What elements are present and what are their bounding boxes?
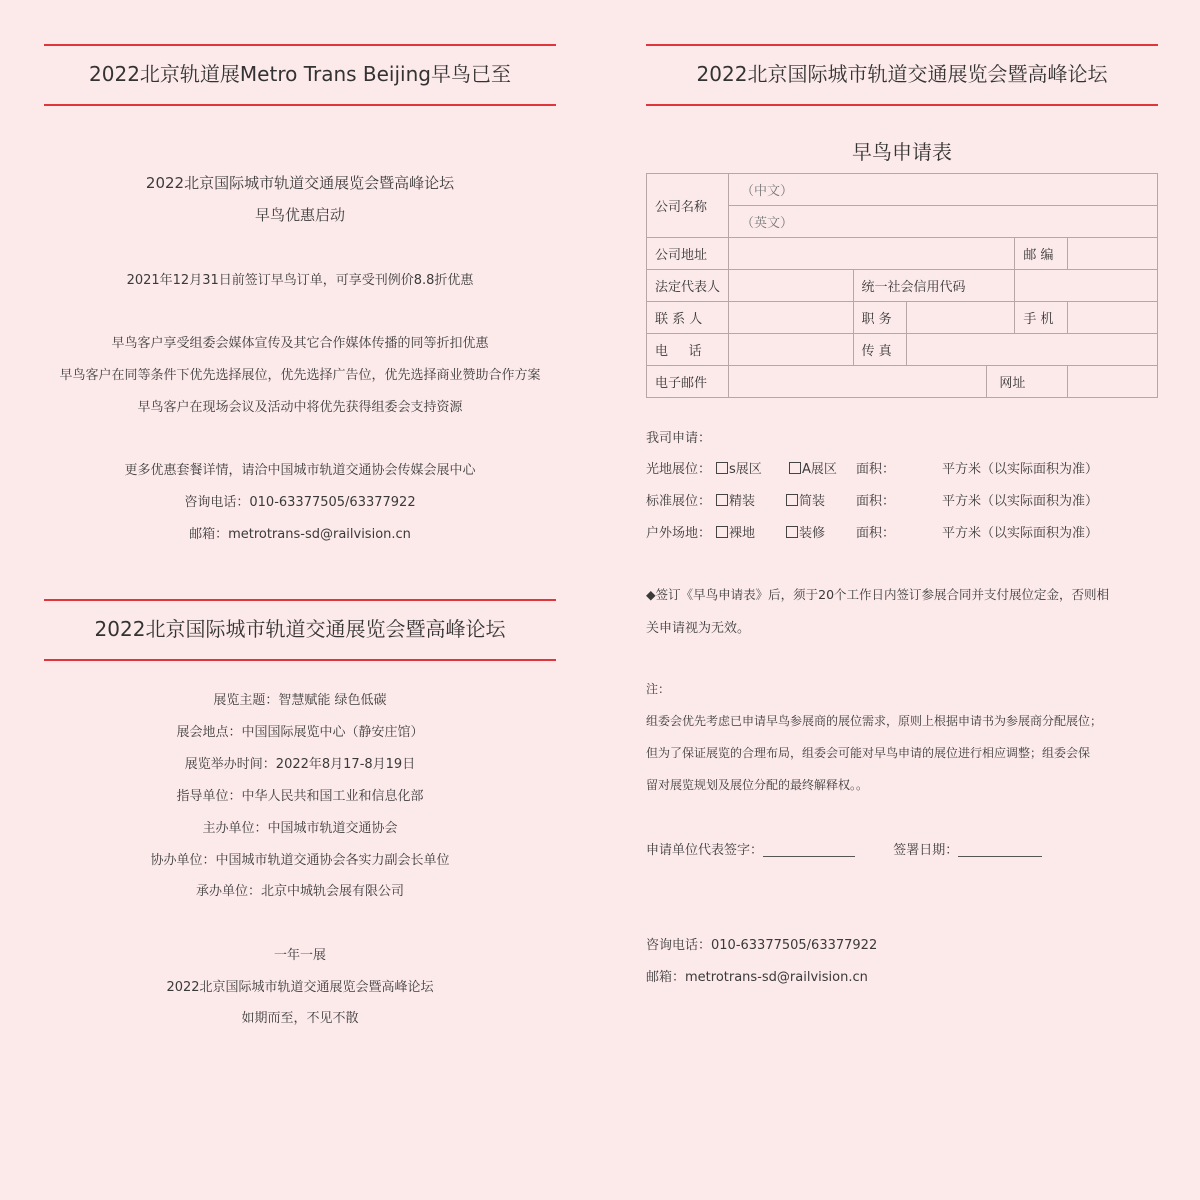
signature-label: 申请单位代表签字：: [646, 843, 764, 858]
date-field[interactable]: [958, 842, 1042, 857]
email-field[interactable]: [729, 366, 987, 398]
option-label: 精装: [729, 494, 756, 509]
detail-co-host: 协办单位：中国城市轨道交通协会各实力副会长单位: [150, 853, 450, 868]
label-phone: 电 话: [647, 334, 729, 366]
label-company-name: 公司名称: [647, 174, 729, 238]
option-label: 装修: [799, 526, 826, 541]
application-form: [646, 173, 1158, 398]
label-contact-person: 联 系 人: [647, 302, 729, 334]
credit-code-field[interactable]: [1015, 270, 1158, 302]
area-label: 面积：: [856, 526, 896, 541]
form-title: 早鸟申请表: [852, 140, 952, 164]
label-email: 电子邮件: [647, 366, 729, 398]
option-checkbox[interactable]: [786, 522, 825, 541]
intro-line-2: 早鸟优惠启动: [254, 206, 345, 224]
position-field[interactable]: [906, 302, 1015, 334]
closing-line: 2022北京国际城市轨道交通展览会暨高峰论坛: [166, 980, 434, 995]
red-rule: [44, 659, 556, 661]
legal-rep-field[interactable]: [729, 270, 854, 302]
red-rule: [44, 104, 556, 106]
date-label: 签署日期：: [893, 843, 959, 858]
checkbox-icon: [716, 462, 728, 474]
closing-line: 一年一展: [273, 948, 326, 963]
red-rule: [44, 44, 556, 46]
checkbox-icon: [789, 462, 801, 474]
checkbox-icon: [716, 494, 728, 506]
benefit-item: 早鸟客户享受组委会媒体宣传及其它合作媒体传播的同等折扣优惠: [111, 336, 489, 351]
option-checkbox[interactable]: [716, 458, 762, 477]
label-fax: 传 真: [853, 334, 906, 366]
label-position: 职 务: [853, 302, 906, 334]
notice-text: ◆签订《早鸟申请表》后，须于20个工作日内签订参展合同并支付展位定金，否则相: [646, 587, 1110, 602]
area-label: 面积：: [856, 494, 896, 509]
company-name-en-field[interactable]: （英文）: [729, 206, 1158, 238]
contact-person-field[interactable]: [729, 302, 854, 334]
detail-venue: 展会地点：中国国际展览中心（静安庄馆）: [176, 725, 424, 740]
fax-field[interactable]: [906, 334, 1157, 366]
option-checkbox[interactable]: [716, 522, 755, 541]
checkbox-icon: [786, 526, 798, 538]
notice-text: 关申请视为无效。: [646, 621, 751, 636]
contact-phone: 咨询电话：010-63377505/63377922: [646, 938, 878, 953]
note-line: 留对展览规划及展位分配的最终解释权。。: [646, 778, 869, 792]
phone-field[interactable]: [729, 334, 854, 366]
address-field[interactable]: [729, 238, 1015, 270]
option-type: 户外场地：: [646, 526, 712, 541]
note-line: 但为了保证展览的合理布局，组委会可能对早鸟申请的展位进行相应调整；组委会保: [646, 746, 1091, 760]
area-label: 面积：: [856, 462, 896, 477]
company-name-cn-field[interactable]: （中文）: [729, 174, 1158, 206]
label-address: 公司地址: [647, 238, 729, 270]
intro-line-1: 2022北京国际城市轨道交通展览会暨高峰论坛: [145, 174, 455, 192]
signature-field[interactable]: [763, 842, 855, 857]
benefit-item: 早鸟客户在现场会议及活动中将优先获得组委会支持资源: [137, 400, 463, 415]
option-checkbox[interactable]: [786, 490, 825, 509]
option-type: 光地展位：: [646, 462, 712, 477]
banner-title: 2022北京轨道展Metro Trans Beijing早鸟已至: [89, 62, 511, 86]
option-checkbox[interactable]: [789, 458, 837, 477]
red-rule: [646, 44, 1158, 46]
contact-email: 邮箱：metrotrans-sd@railvision.cn: [189, 527, 411, 542]
label-website: 网址: [987, 366, 1068, 398]
contact-line: 更多优惠套餐详情，请洽中国城市轨道交通协会传媒会展中心: [124, 463, 476, 478]
label-credit-code: 统一社会信用代码: [853, 270, 1015, 302]
detail-host: 主办单位：中国城市轨道交通协会: [202, 821, 398, 836]
option-type: 标准展位：: [646, 494, 712, 509]
label-mobile: 手 机: [1015, 302, 1068, 334]
signature-row: [646, 839, 1042, 858]
option-label: 裸地: [729, 526, 756, 541]
red-rule: [44, 599, 556, 601]
detail-dates: 展览举办时间：2022年8月17-8月19日: [184, 757, 416, 772]
option-label: s展区: [729, 462, 762, 477]
banner-title: 2022北京国际城市轨道交通展览会暨高峰论坛: [696, 62, 1108, 86]
website-field[interactable]: [1068, 366, 1158, 398]
closing-line: 如期而至，不见不散: [241, 1011, 359, 1026]
apply-label: 我司申请：: [646, 431, 712, 446]
detail-organizer: 承办单位：北京中城轨会展有限公司: [195, 884, 404, 899]
area-unit: 平方米（以实际面积为准）: [942, 462, 1099, 477]
label-postcode: 邮 编: [1015, 238, 1068, 270]
note-label: 注：: [646, 682, 671, 696]
note-line: 组委会优先考虑已申请早鸟参展商的展位需求，原则上根据申请书为参展商分配展位；: [646, 714, 1103, 728]
area-unit: 平方米（以实际面积为准）: [942, 494, 1099, 509]
contact-phone: 咨询电话：010-63377505/63377922: [184, 495, 416, 510]
area-unit: 平方米（以实际面积为准）: [942, 526, 1099, 541]
detail-guide: 指导单位：中华人民共和国工业和信息化部: [176, 789, 424, 804]
label-legal-rep: 法定代表人: [647, 270, 729, 302]
banner-title: 2022北京国际城市轨道交通展览会暨高峰论坛: [94, 617, 506, 641]
option-label: 简装: [799, 494, 826, 509]
contact-email: 邮箱：metrotrans-sd@railvision.cn: [646, 970, 868, 985]
postcode-field[interactable]: [1068, 238, 1158, 270]
option-label: A展区: [802, 462, 837, 477]
deadline-text: 2021年12月31日前签订早鸟订单，可享受刊例价8.8折优惠: [126, 273, 474, 288]
option-checkbox[interactable]: [716, 490, 755, 509]
detail-theme: 展览主题：智慧赋能 绿色低碳: [213, 693, 387, 708]
checkbox-icon: [716, 526, 728, 538]
checkbox-icon: [786, 494, 798, 506]
mobile-field[interactable]: [1068, 302, 1158, 334]
benefit-item: 早鸟客户在同等条件下优先选择展位，优先选择广告位，优先选择商业赞助合作方案: [59, 368, 541, 383]
red-rule: [646, 104, 1158, 106]
